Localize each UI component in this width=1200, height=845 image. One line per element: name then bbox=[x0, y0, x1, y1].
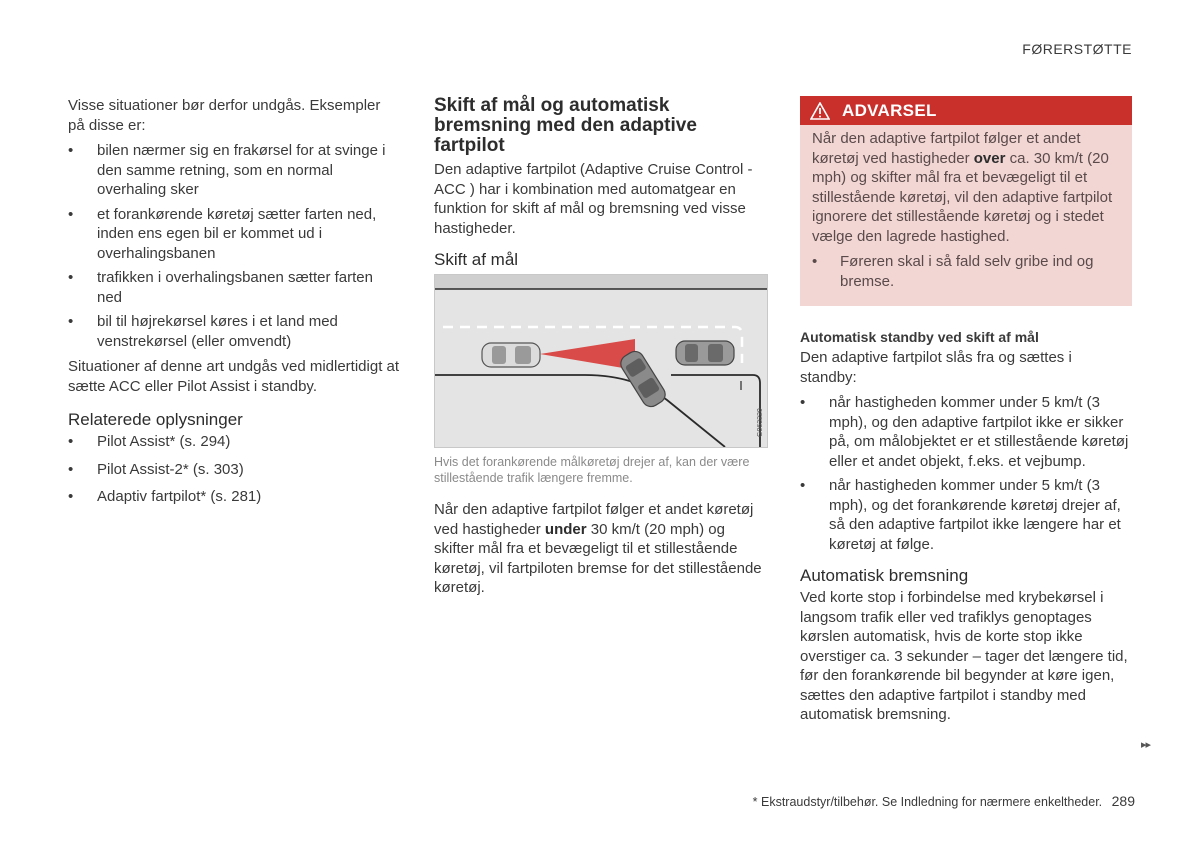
related-link-pilot-assist-2[interactable]: • Pilot Assist-2* (s. 303) bbox=[68, 460, 244, 478]
bullet-icon: • bbox=[800, 477, 806, 494]
braking-text: Ved korte stop i forbindelse med krybekørsel i langsom trafik eller ved trafiklys genoptages kørslen automatisk, hvis de korte stop ikke overstiger ca. 3 sekunder – tager det længere tid, før den forankørende bil begynder at køre igen, sættes den adaptive fartpilot i standby med automatisk bremsning. bbox=[800, 589, 1128, 723]
paragraph-under-speed: Når den adaptive fartpilot følger et andet køretøj ved hastigheder under 30 km/t (20 mph) og skifter mål fra et bevægeligt til et stillestående køretøj, vil fartpiloten bremse for det stillestående køretøj. bbox=[434, 501, 762, 596]
footnote-text: * Ekstraudstyr/tilbehør. Se Indledning for nærmere enkeltheder. bbox=[752, 795, 1103, 809]
standby-list bbox=[800, 393, 1132, 554]
section-header: FØRERSTØTTE bbox=[1022, 41, 1132, 57]
related-link-pilot-assist[interactable]: • Pilot Assist* (s. 294) bbox=[68, 433, 231, 450]
situations-list bbox=[68, 141, 400, 351]
bullet-icon: • bbox=[68, 142, 74, 159]
related-link-adaptive-cruise[interactable]: • Adaptiv fartpilot* (s. 281) bbox=[68, 488, 262, 505]
road-illustration bbox=[435, 275, 767, 447]
warning-header bbox=[800, 96, 1132, 125]
list-item: • Føreren skal i så fald selv gribe ind og bremse. bbox=[812, 253, 1094, 290]
warning-body bbox=[800, 125, 1132, 306]
list-item: • trafikken i overhalingsbanen sætter farten ned bbox=[68, 269, 373, 306]
list-item: • bil til højrekørsel køres i et land med venstrekørsel (eller omvendt) bbox=[68, 313, 338, 350]
braking-title: Automatisk bremsning bbox=[800, 566, 969, 585]
bullet-icon: • bbox=[68, 205, 74, 223]
bullet-icon: • bbox=[68, 460, 74, 478]
outro-paragraph: Situationer af denne art undgås ved midlertidigt at sætte ACC eller Pilot Assist i standby. bbox=[68, 358, 400, 395]
continue-arrows-icon: ▸▸ bbox=[1140, 739, 1150, 751]
warning-text: Når den adaptive fartpilot følger et andet køretøj ved hastigheder over ca. 30 km/t (20 mph) og skifter mål fra et bevægeligt til et stillestående køretøj, vil den adaptive fartpilot ignorere det stillestående køretøj og i stedet vælge den lagrede hastighed. bbox=[812, 130, 1113, 245]
column-middle bbox=[434, 96, 768, 604]
list-item: • når hastigheden kommer under 5 km/t (3 mph), og det forankørende køretøj drejer af, så den adaptive fartpilot ikke længere har et køretøj at følge. bbox=[800, 477, 1121, 553]
bullet-icon: • bbox=[812, 253, 818, 270]
standby-intro: Den adaptive fartpilot slås fra og sættes i standby: bbox=[800, 349, 1072, 386]
list-item: • et forankørende køretøj sætter farten ned, inden ens egen bil er kommet ud i overhalingsbanen bbox=[68, 205, 377, 262]
article-intro: Den adaptive fartpilot (Adaptive Cruise Control - ACC ) har i kombination med automatgear en funktion for skift af mål og bremsning ved visse hastigheder. bbox=[434, 161, 753, 237]
stationary-car-icon bbox=[676, 341, 734, 365]
own-car-icon bbox=[482, 343, 540, 367]
related-title: Relaterede oplysninger bbox=[68, 410, 243, 429]
bullet-icon: • bbox=[68, 488, 74, 505]
list-item: • bilen nærmer sig en frakørsel for at svinge i den samme retning, som en normal overhaling sker bbox=[68, 142, 386, 198]
page-number: 289 bbox=[1111, 793, 1135, 809]
warning-list bbox=[812, 252, 1120, 291]
bullet-icon: • bbox=[800, 394, 806, 411]
bullet-icon: • bbox=[68, 269, 74, 286]
standby-title: Automatisk standby ved skift af mål bbox=[800, 329, 1039, 345]
intro-paragraph: Visse situationer bør derfor undgås. Eksempler på disse er: bbox=[68, 97, 381, 134]
footnote bbox=[753, 792, 1135, 813]
column-right bbox=[800, 96, 1132, 731]
subtitle-target-change: Skift af mål bbox=[434, 250, 519, 269]
illustration-target-change bbox=[434, 274, 768, 448]
warning-title: ADVARSEL bbox=[842, 100, 937, 120]
bullet-icon: • bbox=[68, 433, 74, 450]
article-title: Skift af mål og automatisk bremsning med den adaptive fartpilot bbox=[434, 95, 697, 156]
list-item: • når hastigheden kommer under 5 km/t (3 mph), og den adaptive fartpilot ikke er sikker på, om målobjektet er et stillestående køretøj eller et andet objekt, f.eks. et vejbump. bbox=[800, 394, 1129, 470]
column-left bbox=[68, 96, 400, 515]
figure-code: G063220 bbox=[757, 408, 764, 437]
bullet-icon: • bbox=[68, 313, 74, 330]
related-list bbox=[68, 432, 400, 507]
figure-caption: Hvis det forankørende målkøretøj drejer af, kan der være stillestående trafik længere fremme. bbox=[434, 455, 750, 485]
warning-triangle-icon bbox=[810, 102, 830, 120]
warning-box bbox=[800, 96, 1132, 306]
